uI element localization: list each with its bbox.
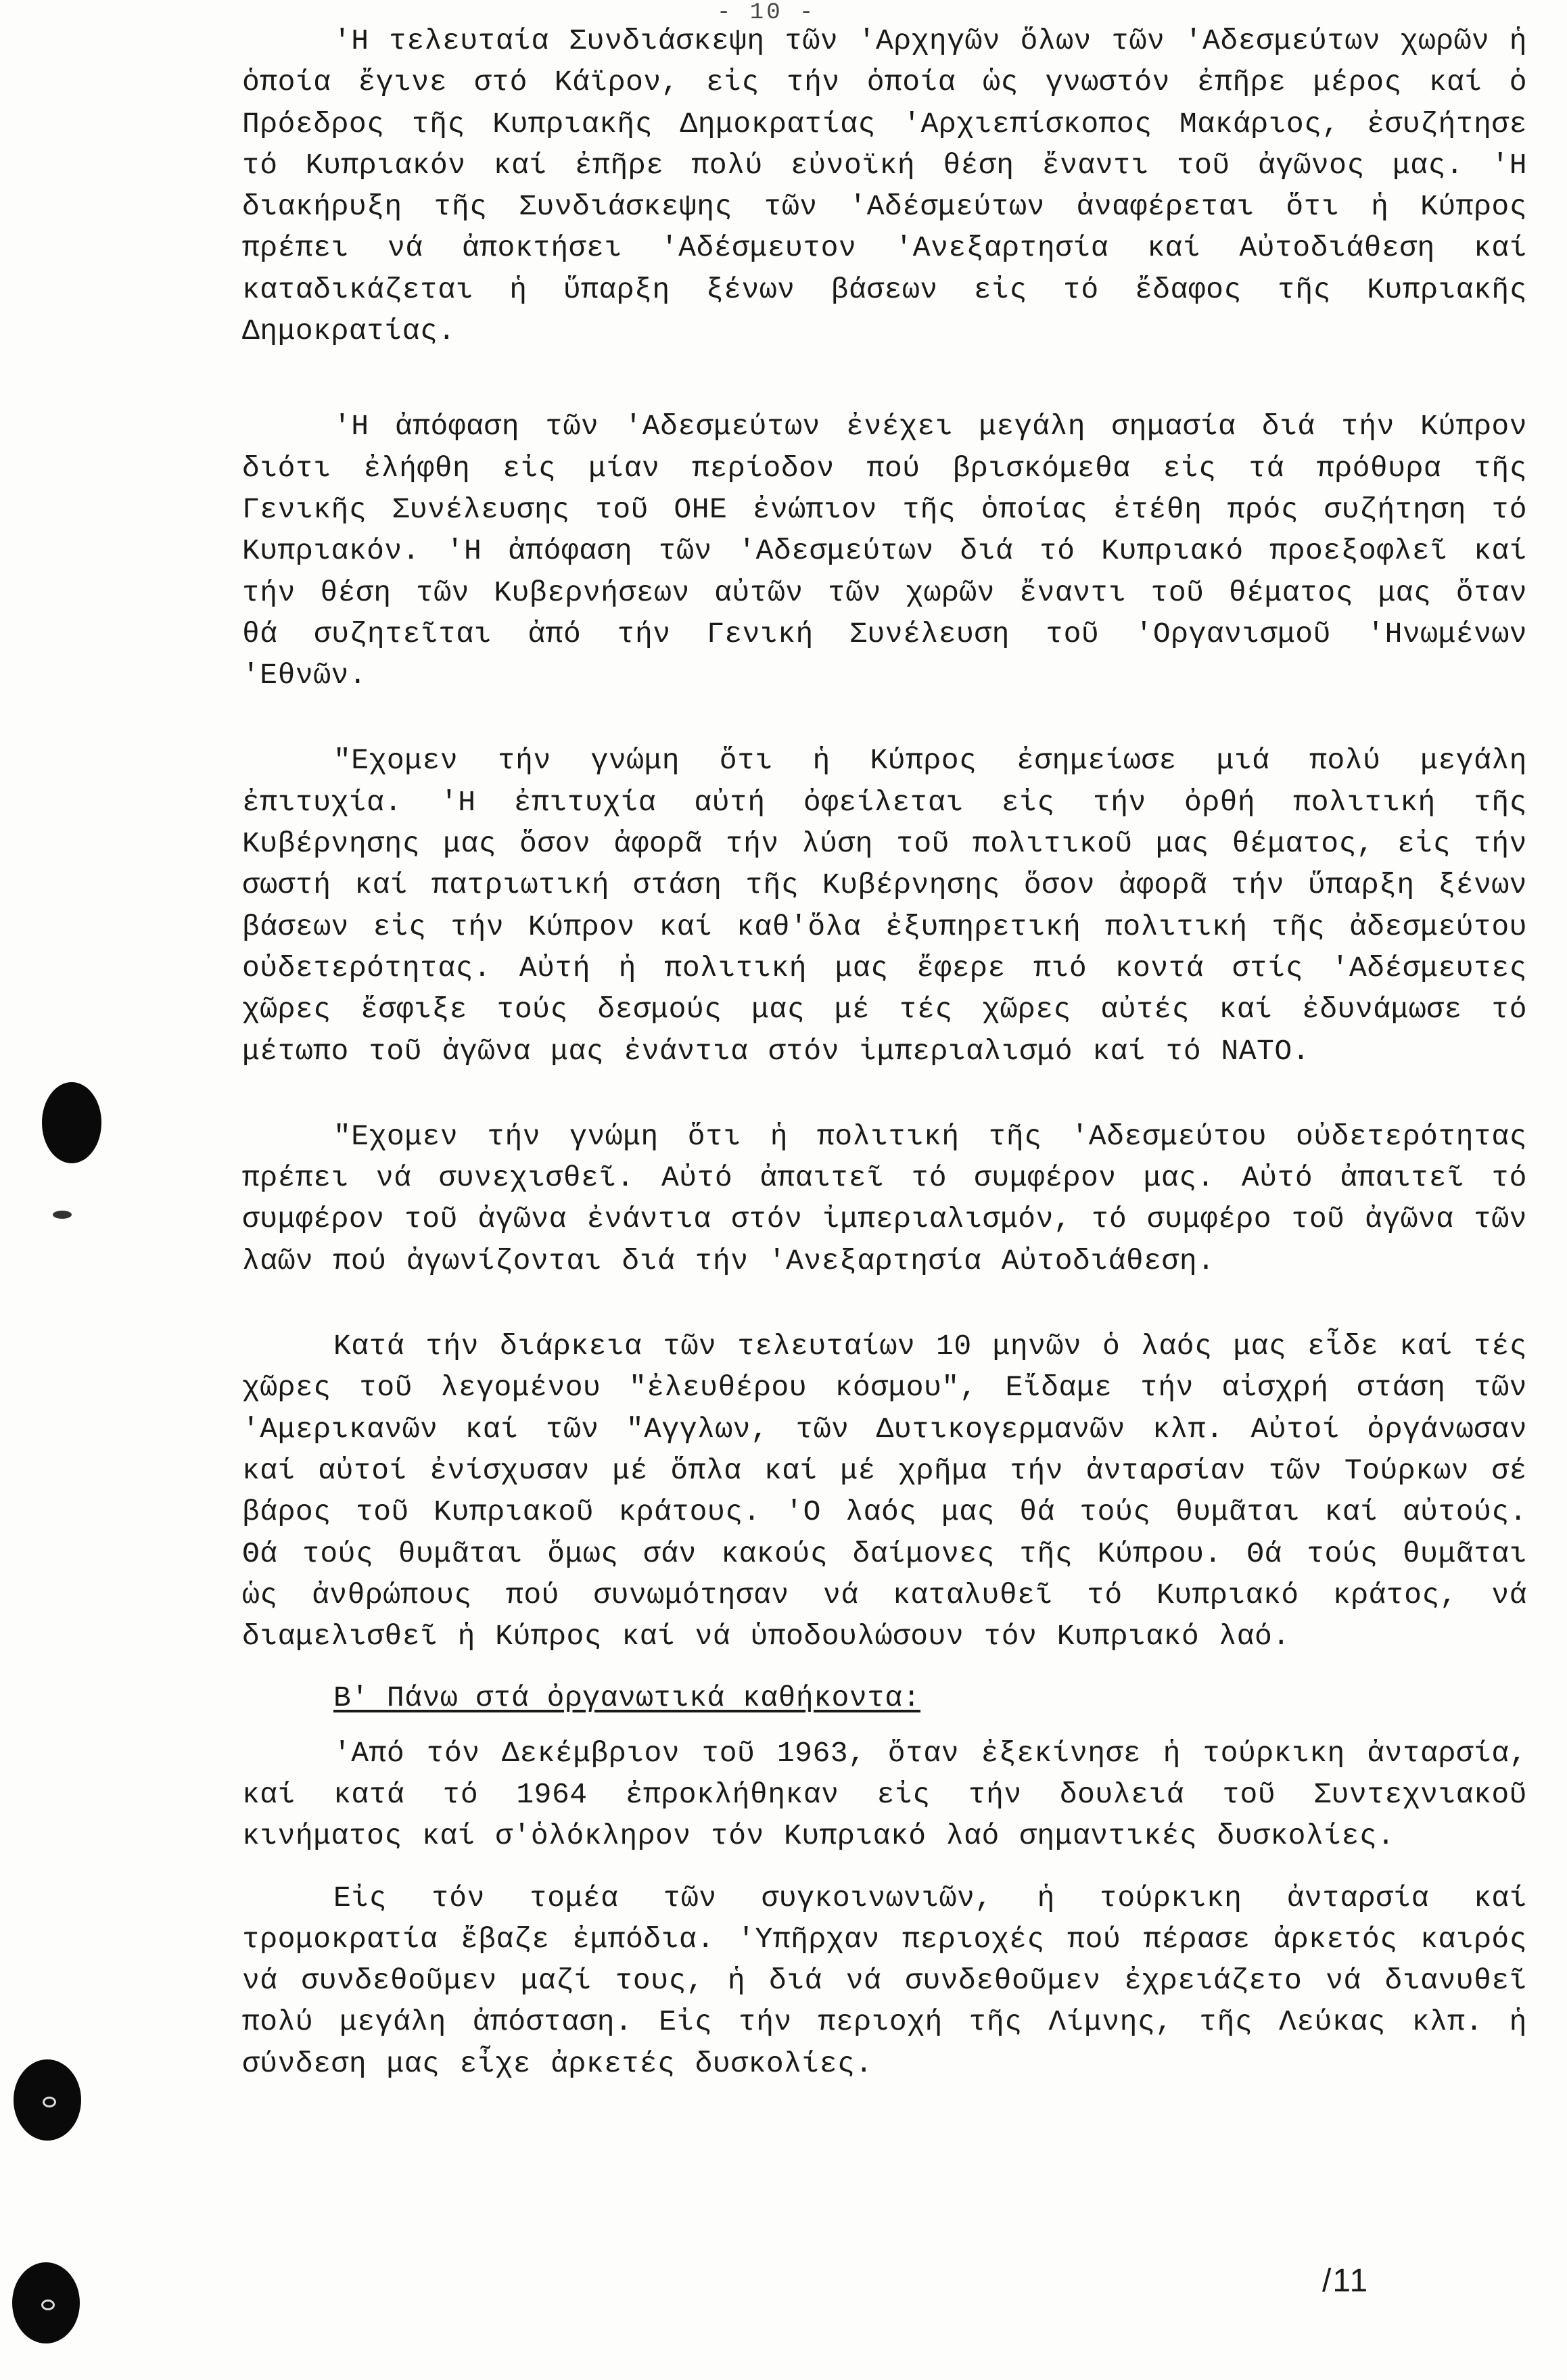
- paragraph-december-1963: 'Από τόν Δεκέμβριον τοῦ 1963, ὅταν ἐξεκίνησε ἡ τούρκικη ἀνταρσία, καί κατά τό 1964 ἐπροκλήθηκαν εἰς τήν δουλειά τοῦ Συντεχνιακοῦ κινήματος καί σ'ὁλόκληρον τόν Κυπριακό λαό σημαντικές δυσκολίες.: [242, 1736, 1527, 1853]
- paragraph-neutrality-policy: "Εχομεν τήν γνώμη ὅτι ἡ πολιτική τῆς 'Αδεσμεύτου οὐδετερότητας πρέπει νά συνεχισθεῖ. Αὐτό ἀπαιτεῖ τό συμφέρον μας. Αὐτό ἀπαιτεῖ τό συμφέρον τοῦ ἀγῶνα ἐνάντια στόν ἰμπεριαλισμόν, τό συμφέρο τοῦ ἀγῶνα τῶν λαῶν πού ἀγωνίζονται διά τήν 'Ανεξαρτησία Αὐτοδιάθεση.: [242, 1119, 1527, 1278]
- document-body: [242, 20, 1527, 2128]
- paragraph-nonaligned-summit: 'Η τελευταία Συνδιάσκεψη τῶν 'Αρχηγῶν ὅλων τῶν 'Αδεσμεύτων χωρῶν ἡ ὁποία ἔγινε στό Κάϊρον, εἰς τήν ὁποία ὡς γνωστόν ἐπῆρε μέρος καί ὁ Πρόεδρος τῆς Κυπριακῆς Δημοκρατίας 'Αρχιεπίσκοπος Μακάριος, ἐσυζήτησε τό Κυπριακόν καί ἐπῆρε πολύ εὐνοϊκή θέση ἔναντι τοῦ ἀγῶνος μας. 'Η διακήρυξη τῆς Συνδιάσκεψης τῶν 'Αδέσμεύτων ἀναφέρεται ὅτι ἡ Κύπρος πρέπει νά ἀποκτήσει 'Αδέσμευτον 'Ανεξαρτησία καί Αὐτοδιάθεση καί καταδικάζεται ἡ ὕπαρξη ξένων βάσεων εἰς τό ἔδαφος τῆς Κυπριακῆς Δημοκρατίας.: [242, 24, 1527, 348]
- page-number: - 10 -: [717, 0, 816, 26]
- paragraph-free-world: Κατά τήν διάρκεια τῶν τελευταίων 10 μηνῶν ὁ λαός μας εἶδε καί τές χῶρες τοῦ λεγομένου "ἐλευθέρου κόσμου", Εἴδαμε τήν αἰσχρή στάση τῶν 'Αμερικανῶν καί τῶν "Αγγλων, τῶν Δυτικογερμανῶν κλπ. Αὐτοί ὀργάνωσαν καί αὐτοί ἐνίσχυσαν μέ ὅπλα καί μέ χρῆμα τήν ἀνταρσίαν τῶν Τούρκων σέ βάρος τοῦ Κυπριακοῦ κράτους. 'Ο λαός μας θά τούς θυμᾶται καί αὐτούς. Θά τούς θυμᾶται ὅμως σάν κακούς δαίμονες τῆς Κύπρου. Θά τούς θυμᾶται ὡς ἀνθρώπους πού συνωμότησαν νά καταλυθεῖ τό Κυπριακό κράτος, νά διαμελισθεῖ ἡ Κύπρος καί νά ὑποδουλώσουν τόν Κυπριακό λαό.: [242, 1330, 1527, 1654]
- continuation-reference: /11: [1322, 2263, 1370, 2299]
- punch-hole-icon: [12, 2262, 80, 2343]
- paragraph-nonaligned-decision: 'Η ἀπόφαση τῶν 'Αδεσμεύτων ἐνέχει μεγάλη σημασία διά τήν Κύπρον διότι ἐλήφθη εἰς μίαν περίοδον πού βρισκόμεθα εἰς τά πρόθυρα τῆς Γενικῆς Συνέλευσης τοῦ ΟΗΕ ἐνώπιον τῆς ὁποίας ἐτέθη πρός συζήτηση τό Κυπριακόν. 'Η ἀπόφαση τῶν 'Αδεσμεύτων διά τό Κυπριακό προεξοφλεῖ καί τήν θέση τῶν Κυβερνήσεων αὐτῶν τῶν χωρῶν ἔναντι τοῦ θέματος μας ὅταν θά συζητεῖται ἀπό τήν Γενική Συνέλευση τοῦ 'Οργανισμοῦ 'Ηνωμένων 'Εθνῶν.: [242, 410, 1527, 693]
- paragraph-cyprus-success: "Εχομεν τήν γνώμη ὅτι ἡ Κύπρος ἐσημείωσε μιά πολύ μεγάλη ἐπιτυχία. 'Η ἐπιτυχία αὐτή ὀφείλεται εἰς τήν ὀρθή πολιτική τῆς Κυβέρνησης μας ὅσον ἀφορᾶ τήν λύση τοῦ πολιτικοῦ μας θέματος, εἰς τήν σωστή καί πατριωτική στάση τῆς Κυβέρνησης ὅσον ἀφορᾶ τήν ὕπαρξη ξένων βάσεων εἰς τήν Κύπρον καί καθ'ὅλα ἐξυπηρετική πολιτική τῆς ἀδεσμεύτου οὐδετερότητας. Αὐτή ἡ πολιτική μας ἔφερε πιό κοντά στίς 'Αδέσμευτες χῶρες ἔσφιξε τούς δεσμούς μας μέ τές χῶρες αὐτές καί ἐδυνάμωσε τό μέτωπο τοῦ ἀγῶνα μας ἐνάντια στόν ἰμπεριαλισμό καί τό ΝΑΤΟ.: [242, 744, 1527, 1068]
- scan-speck-icon: [53, 1211, 72, 1219]
- paragraph-communications: Εἰς τόν τομέα τῶν συγκοινωνιῶν, ἡ τούρκικη ἀνταρσία καί τρομοκρατία ἔβαζε ἐμπόδια. 'Υπῆρχαν περιοχές πού πέρασε ἀρκετός καιρός νά συνδεθοῦμεν μαζί τους, ἡ διά νά συνδεθοῦμεν ἐχρειάζετο νά διανυθεῖ πολύ μεγάλη ἀπόσταση. Εἰς τήν περιοχή τῆς Λίμνης, τῆς Λεύκας κλπ. ἡ σύνδεση μας εἶχε ἀρκετές δυσκολίες.: [242, 1881, 1527, 2080]
- punch-hole-icon: [42, 1082, 101, 1163]
- section-heading-organizational: Β' Πάνω στά ὀργανωτικά καθήκοντα:: [333, 1681, 921, 1715]
- punch-hole-icon: [14, 2059, 81, 2141]
